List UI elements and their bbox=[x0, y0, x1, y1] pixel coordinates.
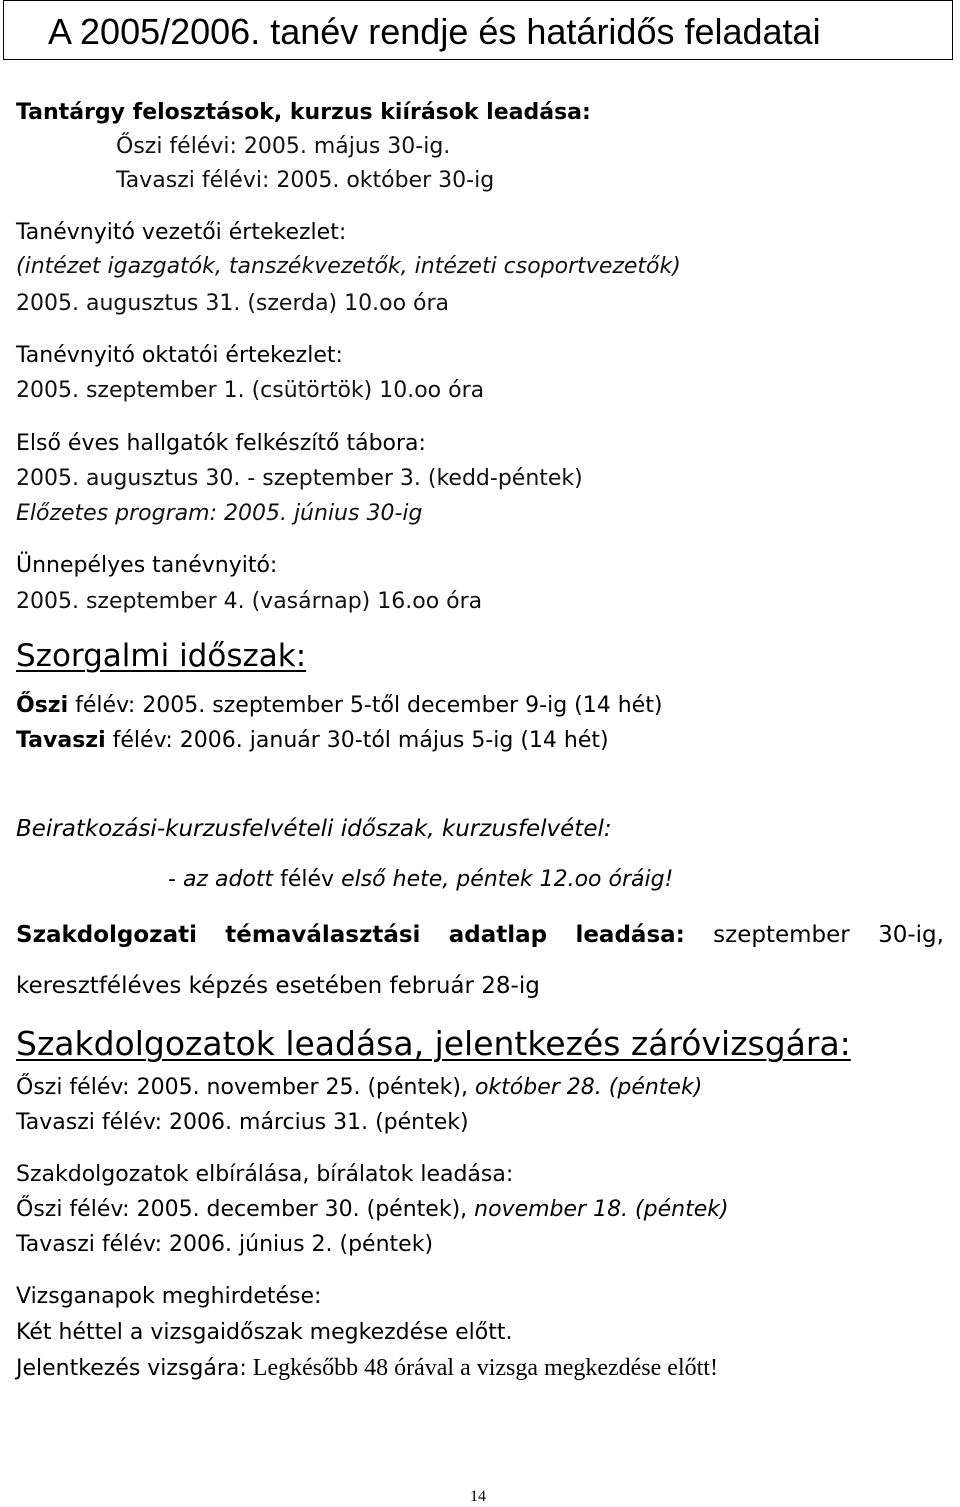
text-line: Előzetes program: 2005. június 30-ig bbox=[16, 501, 423, 526]
title-box bbox=[3, 0, 953, 60]
text-line: Tavaszi félév: 2006. június 2. (péntek) bbox=[16, 1232, 434, 1257]
word: adatlap bbox=[448, 922, 548, 948]
text-part: első hete, péntek 12.oo óráig! bbox=[334, 867, 674, 892]
section-heading: Szakdolgozatok leadása, jelentkezés záróvizsgára: bbox=[16, 1024, 851, 1063]
section-heading: Tanévnyitó oktatói értekezlet: bbox=[16, 343, 343, 368]
text-line: 2005. szeptember 4. (vasárnap) 16.oo óra bbox=[16, 589, 483, 614]
text-line: Tavaszi félév: 2006. március 31. (péntek) bbox=[16, 1110, 469, 1135]
word: Szakdolgozati bbox=[16, 922, 197, 948]
term-text: 2006. január 30-tól május 5-ig (14 hét) bbox=[172, 728, 609, 753]
text-line: Tavaszi félévi: 2005. október 30-ig bbox=[116, 168, 495, 193]
term-word: félév: bbox=[105, 728, 173, 753]
section-heading: Vizsganapok meghirdetése: bbox=[16, 1284, 322, 1309]
section-heading: Tanévnyitó vezetői értekezlet: bbox=[16, 220, 347, 245]
text-part: Őszi félév: 2005. december 30. (péntek), bbox=[16, 1197, 475, 1222]
page-title: A 2005/2006. tanév rendje és határidős feladatai bbox=[48, 11, 821, 52]
text-part: október 28. (péntek) bbox=[474, 1075, 703, 1100]
text-line: 2005. augusztus 31. (szerda) 10.oo óra bbox=[16, 291, 450, 316]
word: szeptember bbox=[713, 922, 850, 948]
word: leadása: bbox=[575, 922, 685, 948]
term-label: Őszi bbox=[16, 693, 69, 718]
section-heading: Beiratkozási-kurzusfelvételi időszak, kurzusfelvétel: bbox=[16, 816, 612, 842]
section-heading: Első éves hallgatók felkészítő tábora: bbox=[16, 431, 426, 456]
text-line bbox=[16, 1074, 702, 1102]
text-line bbox=[16, 1196, 729, 1224]
dash: - bbox=[168, 867, 183, 892]
text-line: (intézet igazgatók, tanszékvezetők, intézeti csoportvezetők) bbox=[16, 254, 681, 279]
text-line bbox=[168, 866, 673, 894]
justified-line bbox=[16, 921, 944, 949]
text-line: Őszi félévi: 2005. május 30-ig. bbox=[116, 134, 451, 159]
text-line: 2005. szeptember 1. (csütörtök) 10.oo óra bbox=[16, 378, 485, 403]
section-heading: Szorgalmi időszak: bbox=[16, 638, 307, 674]
text-line bbox=[16, 727, 609, 755]
label: Jelentkezés vizsgára: bbox=[16, 1356, 247, 1381]
text-part: az adott bbox=[182, 867, 281, 892]
term-label: Tavaszi bbox=[16, 728, 106, 753]
section-heading: Szakdolgozatok elbírálása, bírálatok leadása: bbox=[16, 1162, 514, 1187]
text-line: 2005. augusztus 30. - szeptember 3. (kedd-péntek) bbox=[16, 466, 583, 491]
term-word: félév: bbox=[68, 693, 136, 718]
text-part: november 18. (péntek) bbox=[474, 1197, 729, 1222]
section-heading: Ünnepélyes tanévnyitó: bbox=[16, 553, 278, 578]
section-heading: Tantárgy felosztások, kurzus kiírások leadása: bbox=[16, 100, 591, 125]
text-part: Legkésőbb 48 órával a vizsga megkezdése előtt! bbox=[246, 1355, 718, 1381]
term-text: 2005. szeptember 5-től december 9-ig (14 hét) bbox=[135, 693, 663, 718]
text-part: félév bbox=[280, 867, 335, 892]
word: 30-ig, bbox=[878, 922, 944, 948]
text-line: keresztféléves képzés esetében február 28-ig bbox=[16, 973, 540, 999]
text-line bbox=[16, 1354, 718, 1383]
text-part: Őszi félév: 2005. november 25. (péntek), bbox=[16, 1075, 475, 1100]
word: témaválasztási bbox=[225, 922, 421, 948]
text-line bbox=[16, 692, 662, 720]
text-line: Két héttel a vizsgaidőszak megkezdése előtt. bbox=[16, 1320, 513, 1345]
page-number: 14 bbox=[470, 1488, 486, 1505]
